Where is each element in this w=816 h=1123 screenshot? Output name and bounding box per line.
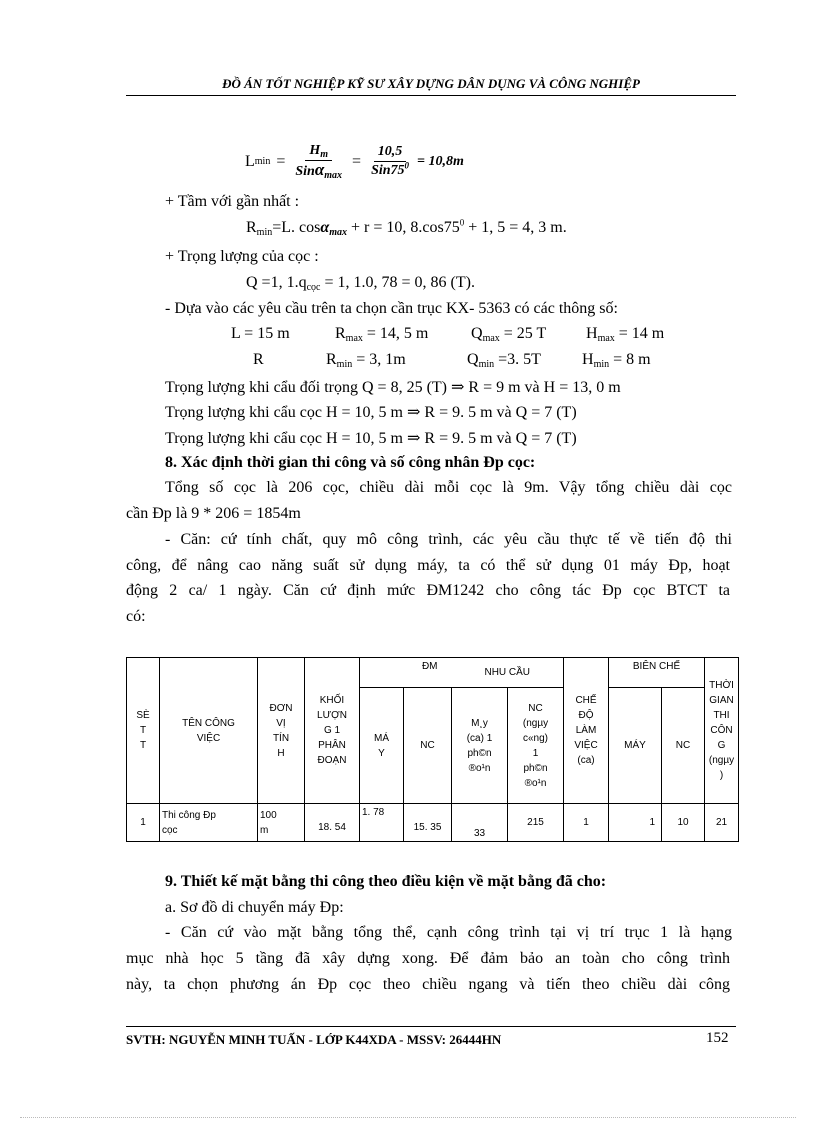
crane-row2-h-val: = 8 m bbox=[609, 351, 651, 368]
th-ncng-4: ph©n bbox=[523, 762, 548, 774]
th-bienche: BIÊN CHẾ bbox=[609, 658, 705, 688]
section9-p1-l2: mục nhà học 5 tầng đã xây dựng xong. Để đảm bảo an toàn cho công trình bbox=[126, 950, 730, 967]
th-dv bbox=[258, 658, 305, 804]
crane-line-1: Trọng lượng khi cẩu đối trọng Q = 8, 25 (T) ⇒ R = 9 m và H = 13, 0 m bbox=[165, 379, 621, 396]
th-kl-1: LƯỢN bbox=[317, 710, 347, 721]
crane-row1-h-sub: max bbox=[597, 333, 615, 344]
th-ncng-1: (ngµy bbox=[522, 717, 549, 729]
section9-p1-l1: - Căn cứ vào mặt bằng tổng thể, cạnh công trình tại vị trí trục 1 là hạng bbox=[165, 924, 732, 941]
th-stt-0: SÈ bbox=[136, 710, 150, 721]
formula-eq: = bbox=[276, 152, 286, 170]
th-may-1: Y bbox=[378, 747, 385, 759]
cell-dv-2: m bbox=[260, 824, 269, 836]
crane-row1-r-val: = 14, 5 m bbox=[362, 325, 429, 342]
th-dv-1: VỊ bbox=[276, 717, 286, 729]
section8-heading: 8. Xác định thời gian thi công và số công nhân Đp cọc: bbox=[165, 454, 536, 471]
th-kl-0: KHỐI bbox=[319, 695, 345, 706]
crane-row1-r-sym: R bbox=[335, 325, 346, 342]
th-bc-may: MÁY bbox=[609, 688, 662, 804]
page-edge-dots bbox=[20, 1117, 796, 1118]
crane-row1-h-val: = 14 m bbox=[614, 325, 665, 342]
section8-p1-l2: cần Đp là 9 * 206 = 1854m bbox=[126, 505, 301, 522]
cell-dv bbox=[258, 804, 305, 842]
section8-p2-l2: công, để nâng cao năng suất sử dụng máy, ta có thể sử dụng 01 máy Đp, hoạt bbox=[126, 557, 730, 574]
th-dm-may bbox=[360, 688, 404, 804]
frac1-den-sub: max bbox=[324, 170, 343, 181]
formula-eq-2: = bbox=[352, 152, 362, 170]
crane-row1-q-val: = 25 T bbox=[499, 325, 547, 342]
crane-row2-r bbox=[326, 351, 406, 369]
cell-ten-2: cọc bbox=[162, 824, 178, 836]
th-mayca-1: (ca) 1 bbox=[466, 732, 493, 744]
crane-line-3: Trọng lượng khi cẩu cọc H = 10, 5 m ⇒ R = 9. 5 m và Q = 7 (T) bbox=[165, 430, 577, 447]
th-ten-1: VIỆC bbox=[196, 732, 221, 744]
th-tg-2: THI bbox=[713, 710, 730, 721]
th-ncng-2: c«ng) bbox=[522, 732, 548, 744]
reach-r: R bbox=[246, 219, 257, 236]
crane-line-2: Trọng lượng khi cẩu cọc H = 10, 5 m ⇒ R = 9. 5 m và Q = 7 (T) bbox=[165, 404, 577, 421]
th-stt bbox=[127, 658, 160, 804]
th-mayca-3: ®o¹n bbox=[468, 762, 491, 774]
th-stt-2: T bbox=[139, 740, 147, 751]
reach-expr-a: =L. cos bbox=[272, 219, 321, 236]
section8-p2-l4: có: bbox=[126, 608, 146, 625]
th-tg-4: G bbox=[717, 740, 726, 751]
th-dm: ĐM bbox=[360, 658, 452, 688]
th-ncng-5: ®o¹n bbox=[524, 777, 547, 789]
section8-p1-l1: Tổng số cọc là 206 cọc, chiều dài mỗi cọc là 9m. Vậy tổng chiều dài cọc bbox=[165, 479, 732, 496]
frac1-num-sub: m bbox=[320, 149, 329, 160]
formula-fraction-1 bbox=[291, 142, 346, 181]
reach-sup: 0 bbox=[459, 217, 465, 228]
th-dm-nc: NC bbox=[404, 688, 452, 804]
th-thoigian bbox=[705, 658, 739, 804]
th-chedo-3: VIỆC bbox=[574, 740, 598, 751]
cell-dm-nc: 15. 35 bbox=[404, 804, 452, 842]
reach-expr-b: + r = 10, 8.cos75 bbox=[347, 219, 460, 236]
th-ncng-3: 1 bbox=[532, 747, 539, 759]
crane-row1-r bbox=[335, 325, 428, 343]
cell-dv-1: 100 bbox=[260, 809, 277, 821]
cell-ten-1: Thi công Đp bbox=[162, 809, 216, 821]
crane-row1-q-sub: max bbox=[482, 333, 500, 344]
section9-sub-a: a. Sơ đồ di chuyển máy Đp: bbox=[165, 899, 344, 916]
cell-dm-may: 1. 78 bbox=[360, 804, 404, 842]
header-rule bbox=[126, 95, 736, 96]
crane-row2-q-val: =3. 5T bbox=[494, 351, 541, 368]
th-kl-4: ĐOẠN bbox=[317, 755, 347, 766]
reach-r-sub: min bbox=[256, 227, 273, 238]
cell-chedo: 1 bbox=[564, 804, 609, 842]
crane-row1-r-sub: max bbox=[345, 333, 363, 344]
th-kl-3: PHÂN bbox=[318, 740, 346, 751]
th-kl bbox=[305, 658, 360, 804]
th-dv-3: H bbox=[277, 747, 285, 759]
th-tg-5: (ngµy bbox=[708, 755, 735, 766]
crane-row1-l: L = 15 m bbox=[231, 325, 290, 342]
crane-row1-h-sym: H bbox=[586, 325, 598, 342]
crane-row2-q bbox=[467, 351, 541, 369]
crane-row1-h bbox=[586, 325, 664, 343]
weight-label: + Trọng lượng của cọc : bbox=[165, 248, 319, 265]
th-tg-6: ) bbox=[719, 770, 724, 781]
th-may-0: MÁ bbox=[374, 732, 389, 744]
weight-q-b: = 1, 1.0, 78 = 0, 86 (T). bbox=[320, 274, 475, 291]
th-stt-1: T bbox=[139, 725, 147, 736]
th-tg-3: CÔN bbox=[710, 725, 733, 736]
cell-kl: 18. 54 bbox=[305, 804, 360, 842]
th-chedo-0: CHẾ bbox=[575, 695, 597, 706]
reach-formula bbox=[246, 219, 567, 237]
page-header-title: ĐỒ ÁN TỐT NGHIỆP KỸ SƯ XÂY DỰNG DÂN DỤNG VÀ CÔNG NGHIỆP bbox=[222, 76, 640, 91]
th-ten-0: TÊN CÔNG bbox=[182, 717, 235, 729]
cell-tg: 21 bbox=[705, 804, 739, 842]
reach-expr-c: + 1, 5 = 4, 3 m. bbox=[464, 219, 567, 236]
cell-stt: 1 bbox=[127, 804, 160, 842]
th-chedo-4: (ca) bbox=[577, 755, 595, 766]
th-mayca-2: ph©n bbox=[467, 747, 492, 759]
work-table bbox=[126, 657, 739, 842]
section8-p2-l1: - Căn: cứ tính chất, quy mô công trình, các yêu cầu thực tế về tiến độ thi bbox=[165, 531, 732, 548]
frac1-den-sym: α bbox=[314, 160, 325, 179]
frac2-den: Sin75 bbox=[371, 163, 405, 178]
th-nc-mayca bbox=[452, 688, 508, 804]
formula-fraction-2 bbox=[367, 143, 413, 180]
section9-heading: 9. Thiết kế mặt bằng thi công theo điều kiện về mặt bằng đã cho: bbox=[165, 873, 607, 890]
cell-nc-nc: 215 bbox=[508, 804, 564, 842]
section9-p1-l3: này, ta chọn phương án Đp cọc theo chiều ngang và tiến theo chiều dài công bbox=[126, 976, 730, 993]
crane-row2-q-sub: min bbox=[478, 359, 495, 370]
th-ncng-0: NC bbox=[528, 702, 543, 714]
cell-bc-may: 1 bbox=[609, 804, 662, 842]
cell-nc-may: 33 bbox=[452, 804, 508, 842]
crane-row2-h-sub: min bbox=[593, 359, 610, 370]
th-nhucau: NHU CẦU bbox=[452, 658, 564, 688]
crane-row2-r-sym: R bbox=[326, 351, 337, 368]
table-row bbox=[127, 804, 739, 842]
th-chedo-2: LÀM bbox=[575, 725, 597, 736]
frac2-den-sup: 0 bbox=[404, 160, 410, 171]
formula-lmin: L min = $\frac{H_m}{Sin\alpha_{max}}$ = $\frac{10,5}{Sin75^0}$ = 10,8m bbox=[245, 143, 464, 181]
crane-row2-r-label: R bbox=[253, 351, 264, 368]
frac2-num: 10,5 bbox=[374, 143, 407, 162]
th-bc-nc: NC bbox=[662, 688, 705, 804]
crane-row2-r-val: = 3, 1m bbox=[352, 351, 406, 368]
crane-row2-q-sym: Q bbox=[467, 351, 479, 368]
th-tg-1: GIAN bbox=[709, 695, 734, 706]
crane-intro: - Dựa vào các yêu cầu trên ta chọn cần trục KX- 5363 có các thông số: bbox=[165, 300, 618, 317]
section8-p2-l3: động 2 ca/ 1 ngày. Căn cứ định mức ĐM1242 cho công tác Đp cọc BTCT ta bbox=[126, 582, 730, 599]
frac1-den: Sin bbox=[295, 164, 315, 179]
th-chedo-1: ĐỘ bbox=[578, 710, 594, 721]
footer-text: SVTH: NGUYỄN MINH TUẤN - LỚP K44XDA - MSSV: 26444HN bbox=[126, 1032, 502, 1047]
footer-rule bbox=[126, 1026, 736, 1027]
reach-label: + Tầm với gần nhất : bbox=[165, 193, 300, 210]
th-chedo bbox=[564, 658, 609, 804]
cell-bc-nc: 10 bbox=[662, 804, 705, 842]
crane-row2-r-sub: min bbox=[336, 359, 353, 370]
crane-row2-h-sym: H bbox=[582, 351, 594, 368]
th-dv-0: ĐƠN bbox=[269, 702, 293, 714]
th-nc-ngaycong bbox=[508, 688, 564, 804]
th-dv-2: TÍN bbox=[272, 732, 290, 744]
crane-row2-h bbox=[582, 351, 651, 369]
weight-q-a: Q =1, 1.q bbox=[246, 274, 307, 291]
crane-row1-q bbox=[471, 325, 546, 343]
reach-alpha-sub: max bbox=[329, 227, 347, 238]
reach-alpha: α bbox=[320, 219, 330, 236]
formula-lhs: L bbox=[245, 152, 255, 170]
cell-ten bbox=[160, 804, 258, 842]
crane-row1-q-sym: Q bbox=[471, 325, 483, 342]
th-tg-0: THỜI bbox=[709, 680, 734, 691]
frac1-num: H bbox=[309, 143, 321, 158]
th-kl-2: G 1 bbox=[323, 725, 341, 736]
th-ten bbox=[160, 658, 258, 804]
th-mayca-0: M¸y bbox=[471, 717, 488, 729]
formula-result: = 10,8m bbox=[417, 153, 464, 169]
weight-formula bbox=[246, 274, 475, 292]
page-number: 152 bbox=[706, 1030, 729, 1046]
weight-q-sub: cọc bbox=[306, 282, 321, 293]
